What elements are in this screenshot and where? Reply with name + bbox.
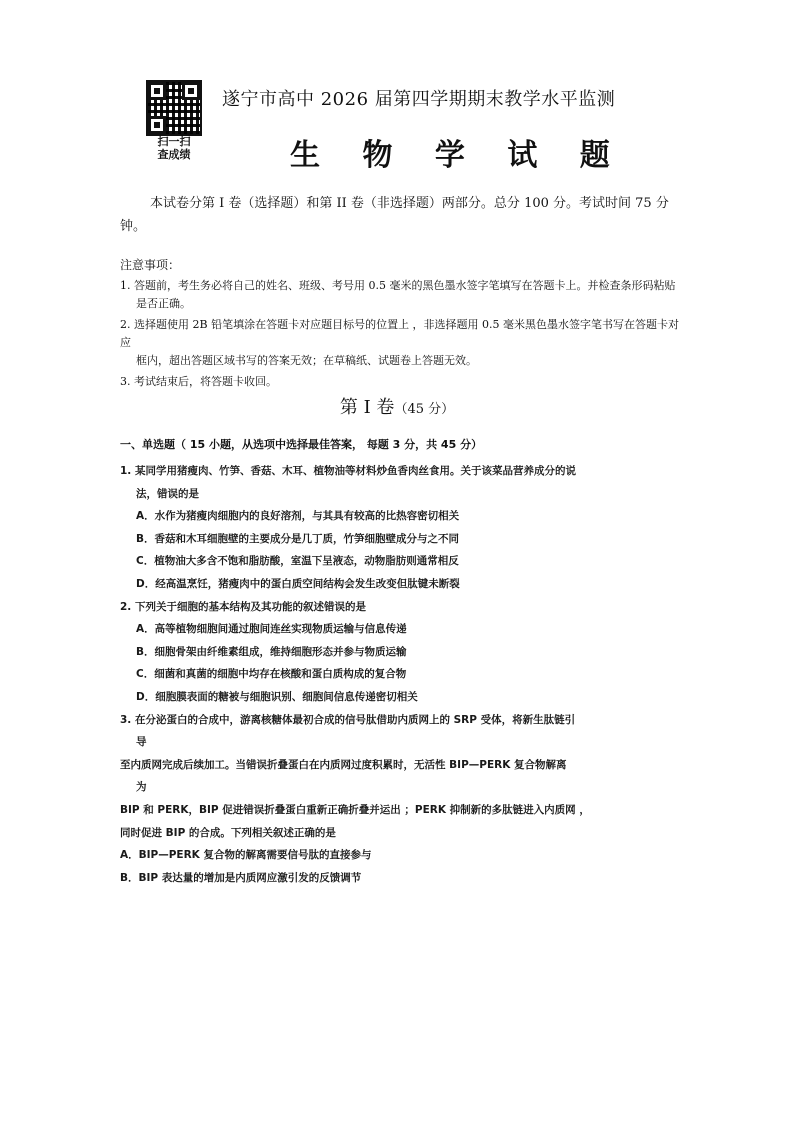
note-item-2-continuation: 框内，超出答题区域书写的答案无效；在草稿纸、试题卷上答题无效。 <box>136 354 477 367</box>
section-heading: 一、单选题（ 15 小题，从选项中选择最佳答案， 每题 3 分，共 45 分） <box>120 438 483 451</box>
question-1-option-d: D．经高温烹饪，猪瘦肉中的蛋白质空间结构会发生改变但肽键未断裂 <box>136 577 460 590</box>
question-1-option-b: B．香菇和木耳细胞壁的主要成分是几丁质，竹笋细胞壁成分与之不同 <box>136 532 460 545</box>
question-1-stem-continuation: 法，错误的是 <box>136 487 199 500</box>
question-3-option-a: A．BIP—PERK 复合物的解离需要信号肽的直接参与 <box>120 849 372 862</box>
question-list <box>120 460 680 889</box>
notes-heading: 注意事项： <box>120 258 181 272</box>
question-3-stem: 3. 在分泌蛋白的合成中，游离核糖体最初合成的信号肽借助内质网上的 SRP 受体，将新生肽链引 <box>120 713 576 726</box>
note-item-2 <box>120 316 680 370</box>
qr-code-icon <box>146 80 202 136</box>
notes-list <box>120 277 680 394</box>
intro-paragraph: 本试卷分第 I 卷（选择题）和第 II 卷（非选择题）两部分。总分 100 分。考试时间 75 分钟。 <box>120 196 669 234</box>
note-item-3: 3. 考试结束后，将答题卡收回。 <box>120 375 277 388</box>
note-item-1-text: 1. 答题前，考生务必将自己的姓名、班级、考号用 0.5 毫米的黑色墨水签字笔填写在答题卡上。并检查条形码粘贴 <box>120 279 676 292</box>
subject-title: 生 物 学 试 题 <box>290 138 626 173</box>
question-3-stem-continuation-2: 至内质网完成后续加工。当错误折叠蛋白在内质网过度积累时，无活性 BIP—PERK 复合物解离 <box>120 758 567 771</box>
volume-points: （45 分） <box>394 402 455 417</box>
question-1-option-a: A．水作为猪瘦肉细胞内的良好溶剂，与其具有较高的比热容密切相关 <box>136 510 460 523</box>
qr-caption-line2: 查成绩 <box>157 148 191 161</box>
question-2-option-b: B．细胞骨架由纤维素组成，维持细胞形态并参与物质运输 <box>136 645 407 658</box>
qr-caption-line1: 扫一扫 <box>157 135 191 148</box>
question-3-stem-continuation-4: BIP 和 PERK，BIP 促进错误折叠蛋白重新正确折叠并运出 ；PERK 抑制新的多肽链进入内质网 ， <box>120 803 590 816</box>
question-3-option-b: B．BIP 表达量的增加是内质网应激引发的反馈调节 <box>120 871 362 884</box>
note-item-1 <box>120 277 680 313</box>
qr-caption <box>148 135 200 161</box>
volume-title <box>0 393 794 419</box>
question-3-stem-continuation-5: 同时促进 BIP 的合成。下列相关叙述正确的是 <box>120 826 336 839</box>
question-3-stem-continuation-1: 导 <box>136 736 147 749</box>
note-item-1-continuation: 是否正确。 <box>136 297 191 310</box>
question-2-option-c: C．细菌和真菌的细胞中均存在核酸和蛋白质构成的复合物 <box>136 668 407 681</box>
exam-name: 遂宁市高中 2026 届第四学期期末教学水平监测 <box>222 89 616 110</box>
volume-label: 第 Ⅰ 卷 <box>339 397 395 418</box>
question-1-option-c: C．植物油大多含不饱和脂肪酸，室温下呈液态，动物脂肪则通常相反 <box>136 555 459 568</box>
question-1-stem: 1. 某同学用猪瘦肉、竹笋、香菇、木耳、植物油等材料炒鱼香肉丝食用。关于该菜品营养成分的说 <box>120 465 576 477</box>
question-2-option-a: A．高等植物细胞间通过胞间连丝实现物质运输与信息传递 <box>136 623 407 636</box>
question-2-option-d: D．细胞膜表面的糖被与细胞识别、细胞间信息传递密切相关 <box>136 690 418 703</box>
question-3-stem-continuation-3: 为 <box>136 781 147 794</box>
note-item-2-text: 2. 选择题使用 2B 铅笔填涂在答题卡对应题目标号的位置上 ，非选择题用 0.5 毫米黑色墨水签字笔书写在答题卡对应 <box>120 318 680 349</box>
question-2-stem: 2. 下列关于细胞的基本结构及其功能的叙述错误的是 <box>120 600 366 613</box>
